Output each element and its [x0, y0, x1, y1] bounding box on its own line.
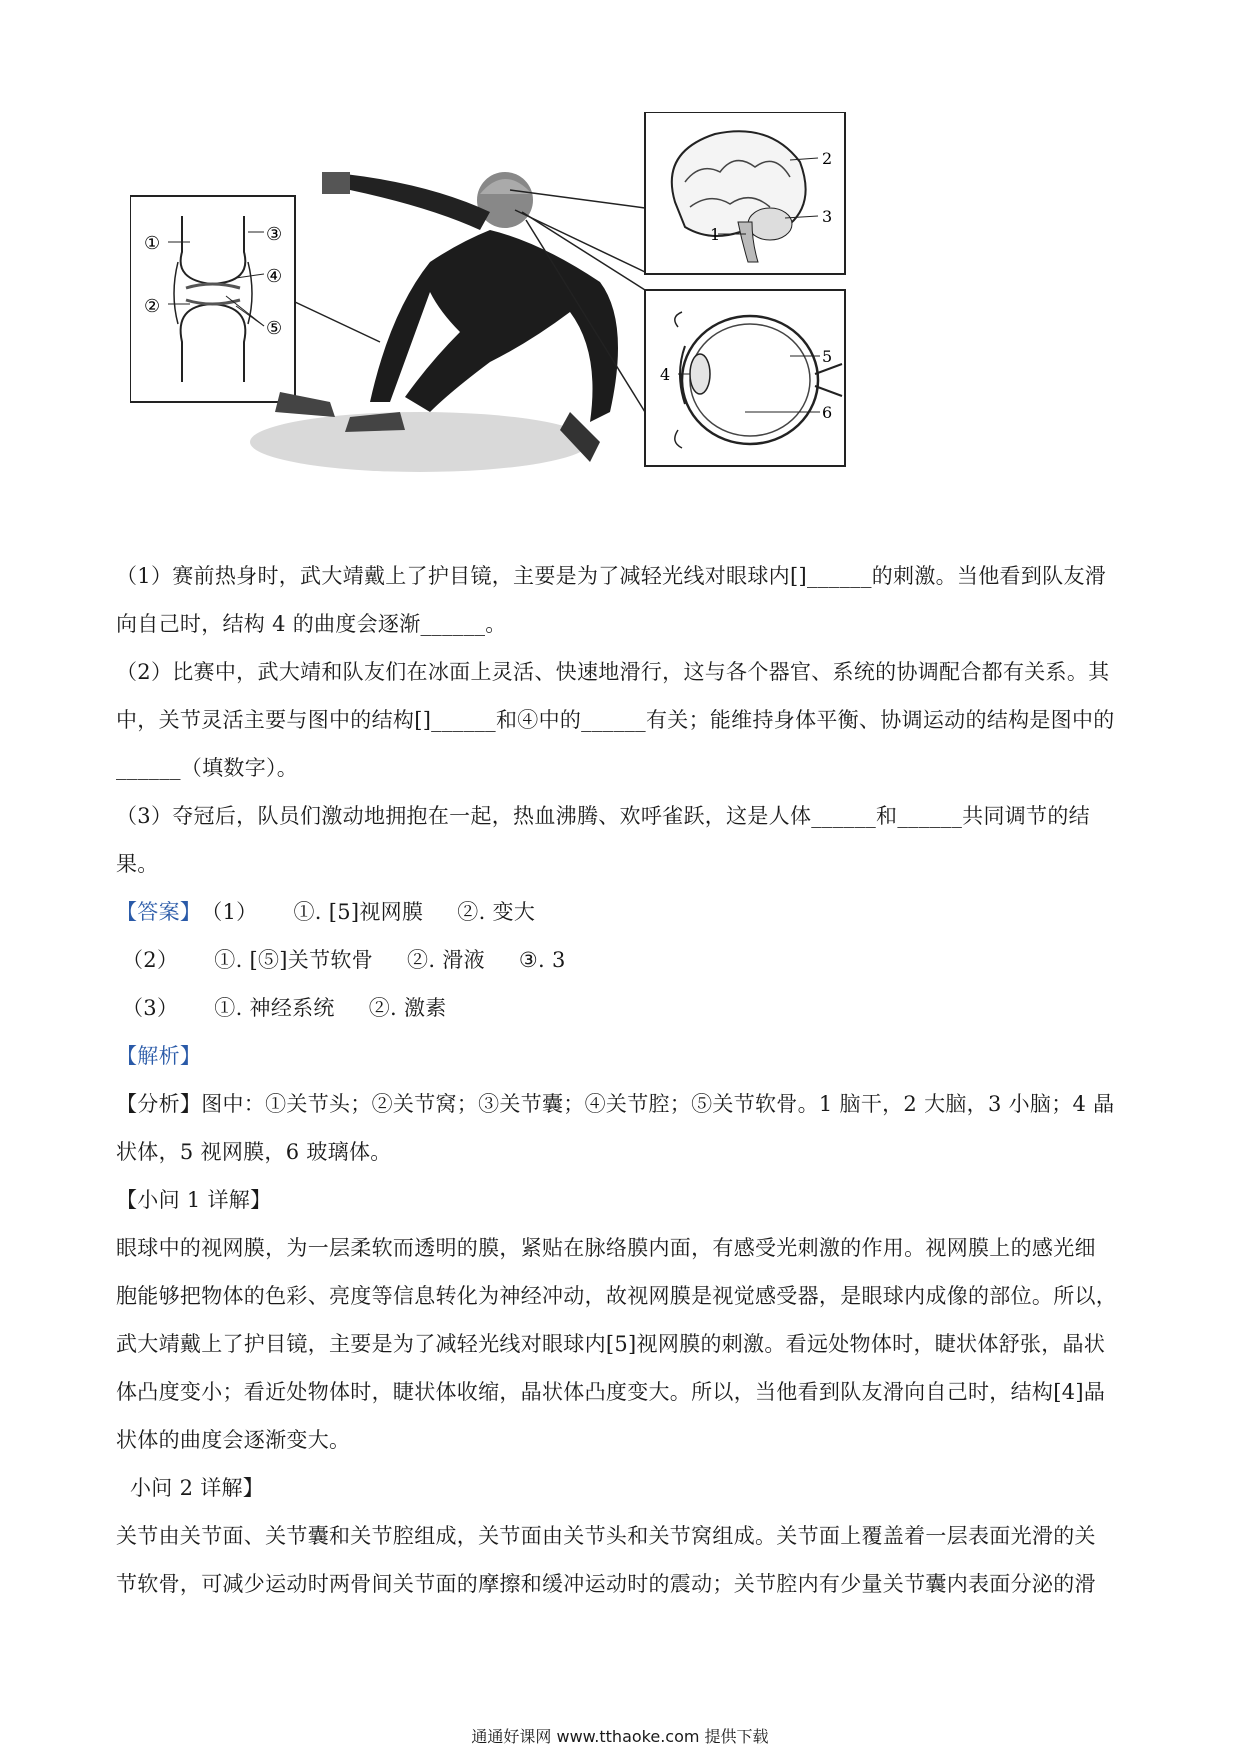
- sub1-line-4: 体凸度变小；看近处物体时，睫状体收缩，晶状体凸度变大。所以，当他看到队友滑向自己时，结构[4]晶: [116, 1380, 1106, 1404]
- analysis-tag: 【解析】: [116, 1044, 202, 1068]
- figure-svg: [130, 112, 950, 532]
- answer-2-item-1: ①. [⑤]关节软骨: [214, 948, 374, 972]
- biology-figure: [130, 112, 950, 532]
- brain-label-1: 1: [710, 225, 721, 244]
- sub1-line-2: 胞能够把物体的色彩、亮度等信息转化为神经冲动，故视网膜是视觉感受器，是眼球内成像的部位。所以，: [116, 1284, 1118, 1308]
- eye-label-4: 4: [660, 365, 671, 384]
- skater-photo: [250, 172, 618, 472]
- knee-label-5: ⑤: [266, 318, 283, 339]
- brain-label-2: 2: [822, 149, 833, 168]
- knee-label-1: ①: [144, 233, 161, 254]
- answer-3-item-2: ②. 激素: [368, 996, 447, 1020]
- answer-1-item-2: ②. 变大: [457, 900, 536, 924]
- q2-line-1: （2）比赛中，武大靖和队友们在冰面上灵活、快速地滑行，这与各个器官、系统的协调配合都有关系。其: [116, 660, 1110, 684]
- answer-tag: 【答案】: [116, 900, 202, 924]
- eye-label-5: 5: [822, 347, 833, 366]
- question-block: [116, 552, 1128, 1608]
- answer-2-item-2: ②. 滑液: [407, 948, 485, 972]
- sub2-line-2: 节软骨，可减少运动时两骨间关节面的摩擦和缓冲运动时的震动；关节腔内有少量关节囊内表面分泌的滑: [116, 1572, 1096, 1596]
- sub1-line-5: 状体的曲度会逐渐变大。: [116, 1428, 351, 1452]
- sub1-line-3: 武大靖戴上了护目镜，主要是为了减轻光线对眼球内[5]视网膜的刺激。看远处物体时，睫状体舒张，晶状: [116, 1332, 1106, 1356]
- answer-row-2: [116, 936, 1128, 984]
- knee-label-4: ④: [266, 266, 283, 287]
- knee-joint-diagram: [130, 196, 295, 402]
- brain-label-3: 3: [822, 207, 833, 226]
- sub2-line-1: 关节由关节面、关节囊和关节腔组成，关节面由关节头和关节窝组成。关节面上覆盖着一层表面光滑的关: [116, 1524, 1096, 1548]
- answer-3-num: （3）: [122, 996, 179, 1020]
- sub1-line-1: 眼球中的视网膜，为一层柔软而透明的膜，紧贴在脉络膜内面，有感受光刺激的作用。视网膜上的感光细: [116, 1236, 1096, 1260]
- answer-3-item-1: ①. 神经系统: [214, 996, 335, 1020]
- page-footer: 通通好课网 www.tthaoke.com 提供下载: [471, 1727, 769, 1746]
- sub2-title: 小问 2 详解】: [130, 1476, 265, 1500]
- analysis-line-1: 【分析】图中：①关节头；②关节窝；③关节囊；④关节腔；⑤关节软骨。1 脑干，2 大脑，3 小脑；4 晶: [116, 1092, 1115, 1116]
- q1-line-2: 向自己时，结构 4 的曲度会逐渐______。: [116, 612, 507, 636]
- eye-label-6: 6: [822, 403, 833, 422]
- knee-label-3: ③: [266, 224, 283, 245]
- answer-2-item-3: ③. 3: [518, 948, 566, 972]
- eye-diagram: [645, 290, 845, 466]
- answer-1-item-1: ①. [5]视网膜: [293, 900, 424, 924]
- q2-line-2: 中，关节灵活主要与图中的结构[]______和④中的______有关；能维持身体平衡、协调运动的结构是图中的: [116, 708, 1115, 732]
- brain-diagram: [645, 112, 845, 274]
- answer-1-num: （1）: [201, 900, 258, 924]
- knee-connector: [295, 302, 380, 342]
- q2-line-3: ______（填数字）。: [116, 756, 299, 780]
- q3-line-1: （3）夺冠后，队员们激动地拥抱在一起，热血沸腾、欢呼雀跃，这是人体______和______共同调节的结果。: [116, 804, 1090, 876]
- answer-row-1: [116, 888, 1128, 936]
- answer-2-num: （2）: [122, 948, 179, 972]
- sub1-title: 【小问 1 详解】: [116, 1188, 272, 1212]
- answer-row-3: [116, 984, 1128, 1032]
- q1-line-1: （1）赛前热身时，武大靖戴上了护目镜，主要是为了减轻光线对眼球内[]______的刺激。当他看到队友滑: [116, 564, 1107, 588]
- knee-label-2: ②: [144, 296, 161, 317]
- analysis-line-2: 状体，5 视网膜，6 玻璃体。: [116, 1140, 392, 1164]
